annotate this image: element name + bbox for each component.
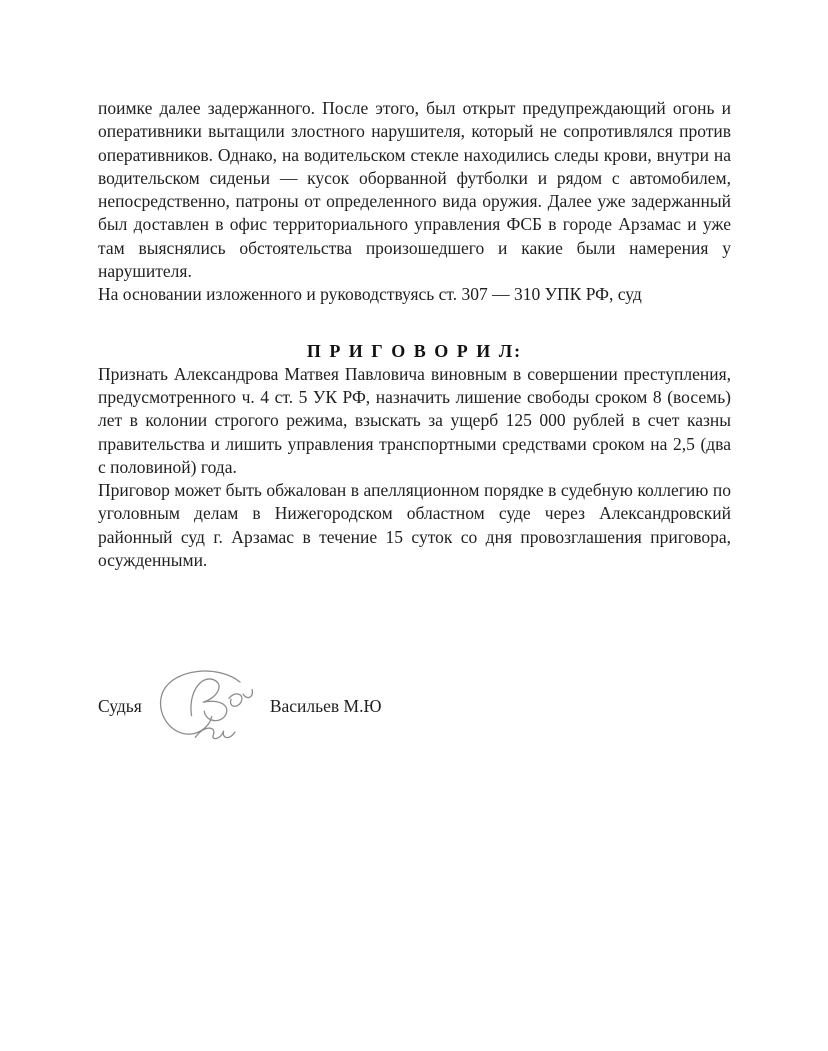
judge-name: Васильев М.Ю: [269, 695, 382, 716]
paragraph-legal-basis: На основании изложенного и руководствуясь ст. 307 — 310 УПК РФ, суд: [98, 284, 642, 305]
judge-role-label: Судья: [98, 695, 142, 716]
paragraph-arrest-details: поимке далее задержанного. После этого, был открыт предупреждающий огонь и оперативники вытащили злостного нарушителя, который не сопротивлялся против оперативников. Однако, на водительском стекле находились следы крови, внутри на водительском сиденьи — кусок оборванной футболки и рядом с автомобилем, непосредственно, патроны от определенного вида оружия. Далее уже задержанный был доставлен в офис территориального управления ФСБ в городе Арзамас и уже там выяснялись обстоятельства произошедшего и какие были намерения у нарушителя.: [98, 98, 731, 282]
paragraph-appeal: Приговор может быть обжалован в апелляционном порядке в судебную коллегию по уголовным делам в Нижегородском областном суде через Александровский районный суд г. Арзамас в течение 15 суток со дня провозглашения приговора, осужденными.: [98, 480, 731, 571]
handwritten-signature-icon: [152, 658, 264, 754]
verdict-heading: П Р И Г О В О Р И Л:: [306, 340, 523, 361]
paragraph-verdict: Признать Александрова Матвея Павловича виновным в совершении преступления, предусмотренного ч. 4 ст. 5 УК РФ, назначить лишение свободы сроком 8 (восемь) лет в колонии строгого режима, взыскать за ущерб 125 000 рублей в счет казны правительства и лишить управления транспортными средствами сроком на 2,5 (два с половиной) года.: [98, 363, 731, 477]
document-content: [98, 97, 731, 754]
signature-block: [98, 658, 731, 754]
